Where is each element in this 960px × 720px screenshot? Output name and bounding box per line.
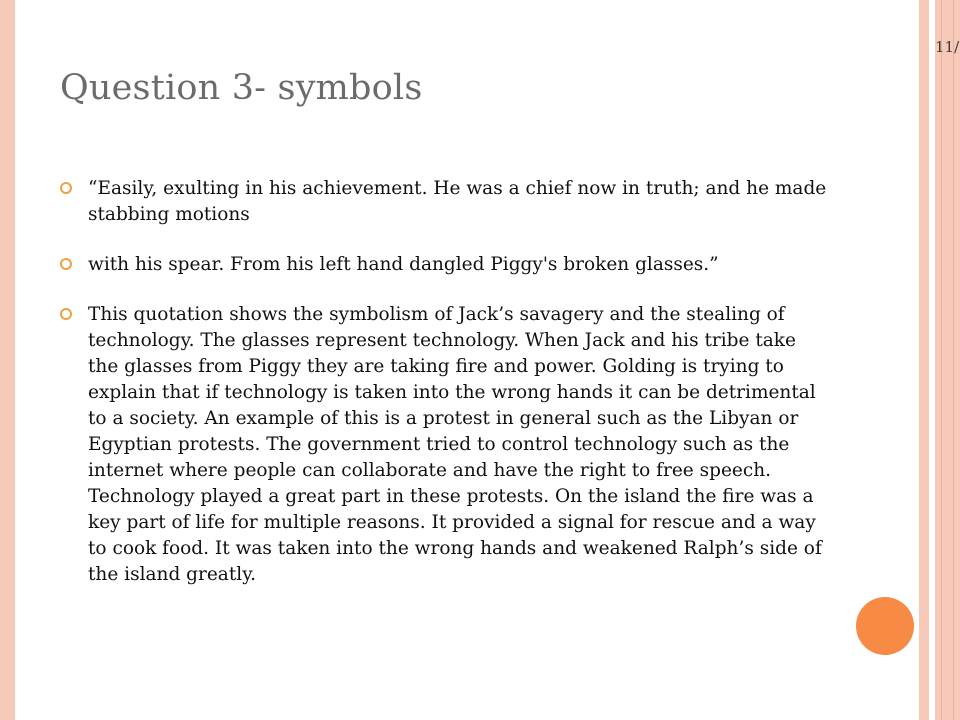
right-border-line	[941, 0, 942, 720]
right-border-line	[953, 0, 954, 720]
bullet-item	[60, 252, 830, 278]
slide-date: 11/	[935, 38, 960, 56]
bullet-circle-icon	[60, 258, 72, 270]
bullet-circle-icon	[60, 182, 72, 194]
bullet-circle-icon	[60, 308, 72, 320]
decorative-orange-circle	[856, 597, 914, 655]
right-border-band	[935, 0, 960, 720]
bullet-item	[60, 302, 830, 588]
bullet-list	[60, 176, 830, 612]
right-border-stripe	[919, 0, 929, 720]
bullet-text: This quotation shows the symbolism of Jack’s savagery and the stealing of technology. The glasses represent technology. When Jack and his tribe take the glasses from Piggy they are taking fire and power. Golding is trying to explain that if technology is taken into the wrong hands it can be detrimental to a society. An example of this is a protest in general such as the Libyan or Egyptian protests. The government tried to control technology such as the internet where people can collaborate and have the right to free speech. Technology played a great part in these protests. On the island the fire was a key part of life for multiple reasons. It provided a signal for rescue and a way to cook food. It was taken into the wrong hands and weakened Ralph’s side of the island greatly.	[88, 304, 822, 585]
left-border-stripe	[0, 0, 15, 720]
bullet-text: “Easily, exulting in his achievement. He was a chief now in truth; and he made stabbing motions	[88, 178, 827, 225]
slide-title: Question 3- symbols	[60, 68, 423, 108]
bullet-text: with his spear. From his left hand dangled Piggy's broken glasses.”	[88, 254, 719, 275]
bullet-item	[60, 176, 830, 228]
